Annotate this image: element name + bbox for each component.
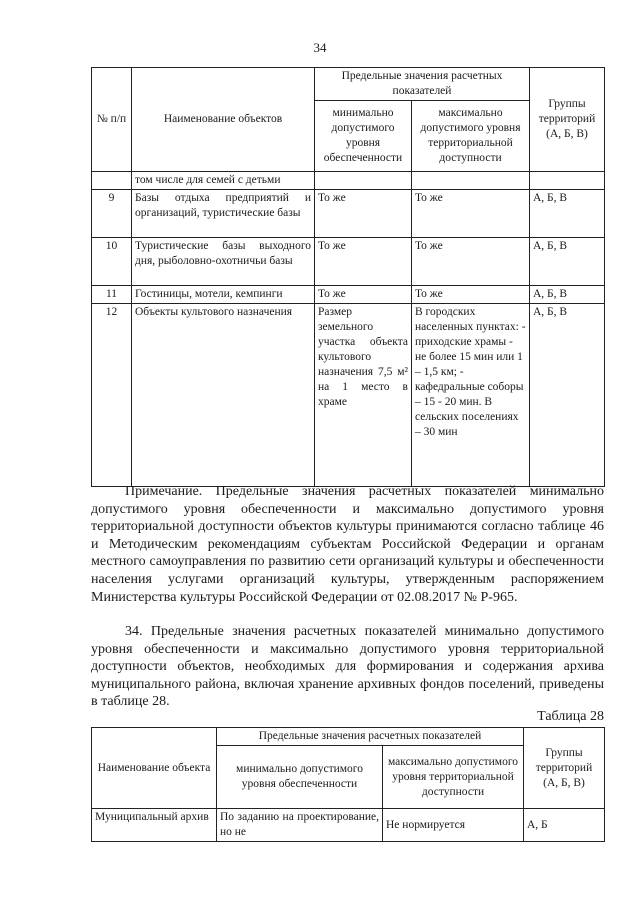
row-max: В городских населенных пунктах: - приходские храмы - не более 15 мин или 1 – 1,5 км; - кафедральные соборы – 15 - 20 мин. В сельских поселениях – 30 мин	[412, 304, 530, 487]
row-num: 11	[92, 286, 132, 304]
row-num: 12	[92, 304, 132, 487]
row-max: То же	[412, 238, 530, 286]
row-max: Не нормируется	[383, 809, 524, 842]
header-limits: Предельные значения расчетных показателей	[315, 68, 530, 101]
row-num: 9	[92, 190, 132, 238]
row-min: То же	[315, 286, 412, 304]
header-min: минимально допустимого уровня обеспеченности	[315, 101, 412, 172]
row-groups: А, Б	[524, 809, 605, 842]
row-name: Гостиницы, мотели, кемпинги	[132, 286, 315, 304]
row-min: Размер земельного участка объекта культового назначения 7,5 м² на 1 место в храме	[315, 304, 412, 487]
note-paragraph: Примечание. Предельные значения расчетных показателей минимально допустимого уровня обеспеченности и максимально допустимого уровня территориальной доступности объектов культуры принимаются согласно таблице 46 и Методическим рекомендациям субъектам Российской Федерации и органам местного самоуправления по развитию сети организаций культуры и обеспеченности населения услугами организаций культуры, утвержденным распоряжением Министерства культуры Российской Федерации от 02.08.2017 № Р-965.	[91, 484, 604, 605]
paragraph-34: 34. Предельные значения расчетных показателей минимально допустимого уровня обеспеченности и максимально допустимого уровня территориальной доступности объектов, необходимых для формирования и содержания архива муниципального района, включая хранение архивных фондов поселений, приведены в таблице 28.	[91, 624, 604, 710]
header-groups: Группы территорий (А, Б, В)	[524, 728, 605, 809]
facilities-table	[91, 67, 605, 487]
row-max: То же	[412, 286, 530, 304]
row-groups: А, Б, В	[530, 304, 605, 487]
header-name: Наименование объектов	[132, 68, 315, 172]
table-row	[92, 238, 605, 286]
table-row	[92, 190, 605, 238]
header-min: минимально допустимого уровня обеспеченности	[217, 746, 383, 809]
archive-table	[91, 727, 605, 842]
row-groups: А, Б, В	[530, 238, 605, 286]
header-name: Наименование объекта	[92, 728, 217, 809]
row-name: Муниципальный архив	[92, 809, 217, 842]
page-number: 34	[313, 40, 327, 55]
row-min: То же	[315, 190, 412, 238]
row-groups: А, Б, В	[530, 190, 605, 238]
header-num: № п/п	[92, 68, 132, 172]
header-limits: Предельные значения расчетных показателей	[217, 728, 524, 746]
continuation-text: том числе для семей с детьми	[132, 172, 315, 190]
row-min: По заданию на проектирование, но не	[217, 809, 383, 842]
row-groups: А, Б, В	[530, 286, 605, 304]
header-max: максимально допустимого уровня территориальной доступности	[383, 746, 524, 809]
table-caption: Таблица 28	[537, 709, 604, 724]
row-name: Туристические базы выходного дня, рыболовно-охотничьи базы	[132, 238, 315, 286]
row-num: 10	[92, 238, 132, 286]
table-row	[92, 304, 605, 487]
row-name: Объекты культового назначения	[132, 304, 315, 487]
table-row	[92, 286, 605, 304]
header-groups: Группы территорий (А, Б, В)	[530, 68, 605, 172]
row-max: То же	[412, 190, 530, 238]
table-row	[92, 172, 605, 190]
table-row	[92, 809, 605, 842]
row-min: То же	[315, 238, 412, 286]
row-name: Базы отдыха предприятий и организаций, туристические базы	[132, 190, 315, 238]
header-max: максимально допустимого уровня территориальной доступности	[412, 101, 530, 172]
